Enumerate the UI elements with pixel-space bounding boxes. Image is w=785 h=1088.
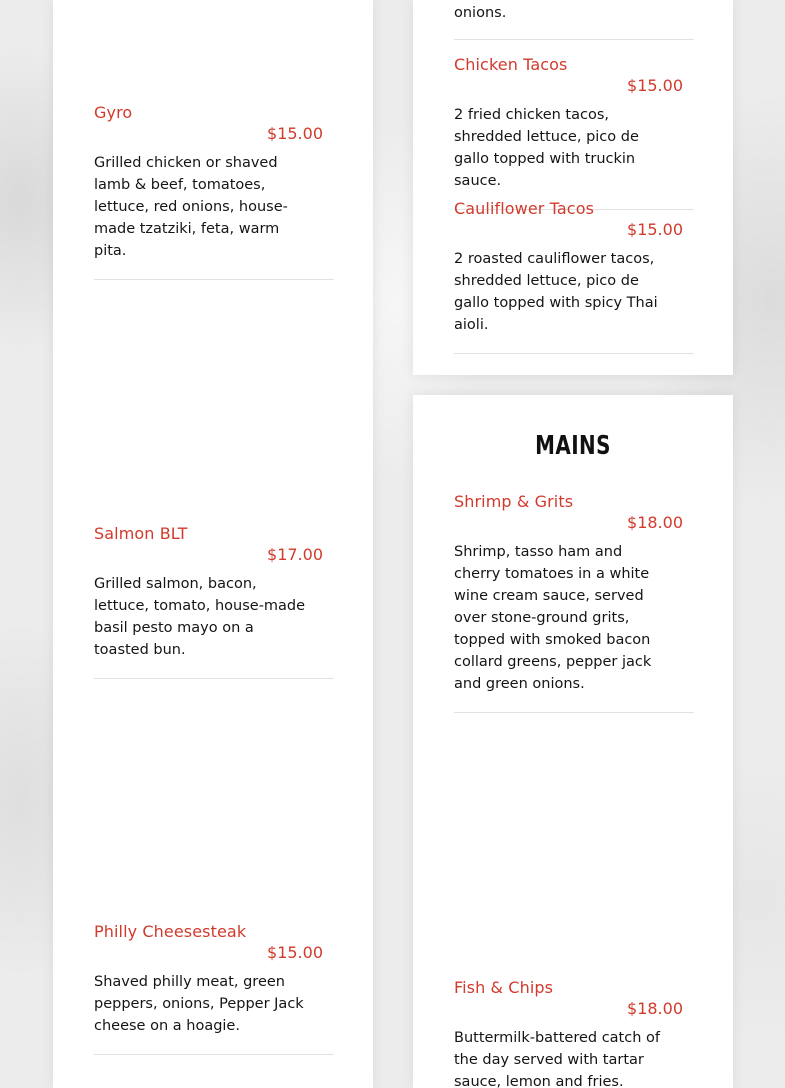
menu-item-price: $18.00 (627, 513, 683, 532)
menu-item-name: Chicken Tacos (454, 55, 568, 74)
menu-item-price: $18.00 (627, 999, 683, 1018)
menu-item-description: Grilled chicken or shaved lamb & beef, tomatoes, lettuce, red onions, house-made tzatziki, feta, warm pita. (94, 155, 288, 259)
menu-item-price: $15.00 (267, 124, 323, 143)
menu-item-name: Fish & Chips (454, 978, 554, 997)
section-title-mains: MAINS (535, 431, 611, 461)
menu-item-description: Shrimp, tasso ham and cherry tomatoes in a white wine cream sauce, served over stone-ground grits, topped with smoked bacon collard greens, pepper jack and green onions. (454, 544, 652, 692)
menu-card-mains (413, 395, 733, 1088)
divider (454, 39, 694, 40)
divider (454, 353, 694, 354)
menu-item-price: $15.00 (627, 76, 683, 95)
menu-item-price: $17.00 (267, 545, 323, 564)
menu-item-chicken-tacos (454, 55, 694, 210)
divider (94, 678, 334, 679)
menu-item-name: Gyro (94, 103, 133, 122)
menu-item-fish-chips (454, 978, 694, 1088)
menu-item-description: 2 fried chicken tacos, shredded lettuce, pico de gallo topped with truckin sauce. (454, 107, 639, 189)
menu-item-description: Shaved philly meat, green peppers, onions, Pepper Jack cheese on a hoagie. (94, 974, 304, 1034)
divider (94, 279, 334, 280)
menu-item-name: Philly Cheesesteak (94, 922, 247, 941)
menu-item-cauliflower-tacos (454, 199, 694, 354)
menu-item-salmon-blt (94, 524, 334, 679)
menu-item-shrimp-grits (454, 492, 694, 713)
menu-item-name: Salmon BLT (94, 524, 188, 543)
menu-item-philly-cheesesteak (94, 922, 334, 1055)
divider (94, 1054, 334, 1055)
menu-item-description: Grilled salmon, bacon, lettuce, tomato, house-made basil pesto mayo on a toasted bun. (94, 576, 306, 658)
menu-item-price: $15.00 (627, 220, 683, 239)
menu-card-right-top (413, 0, 733, 375)
menu-item-name: Shrimp & Grits (454, 492, 574, 511)
partial-description: onions. (454, 5, 507, 21)
menu-item-name: Cauliflower Tacos (454, 199, 595, 218)
menu-item-description: Buttermilk-battered catch of the day served with tartar sauce, lemon and fries. (454, 1030, 660, 1088)
menu-card-left (53, 0, 373, 1088)
menu-item-price: $15.00 (267, 943, 323, 962)
menu-item-description: 2 roasted cauliflower tacos, shredded lettuce, pico de gallo topped with spicy Thai aioli. (454, 251, 658, 333)
divider (454, 712, 694, 713)
menu-item-gyro (94, 103, 334, 280)
